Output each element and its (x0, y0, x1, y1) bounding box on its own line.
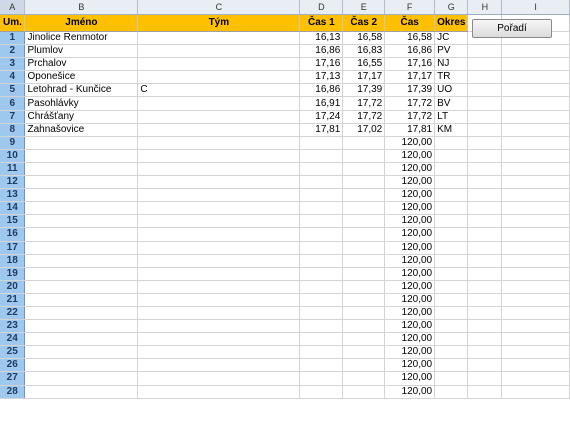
cell-cas[interactable]: 120,00 (385, 254, 435, 267)
table-row (0, 293, 570, 306)
cell-tym[interactable] (138, 215, 300, 228)
cell-i[interactable] (502, 162, 570, 175)
table-row (0, 280, 570, 293)
header-cas2[interactable]: Čas 2 (343, 15, 385, 32)
cell-jmeno[interactable]: Letohrad - Kunčice (25, 84, 138, 97)
cell-cas2[interactable] (343, 359, 385, 372)
cell-cas1[interactable] (300, 149, 343, 162)
cell-h[interactable] (468, 280, 502, 293)
column-header-e[interactable]: E (343, 0, 385, 15)
cell-cas2[interactable] (343, 306, 385, 319)
cell-jmeno[interactable] (25, 333, 138, 346)
cell-jmeno[interactable] (25, 202, 138, 215)
cell-cas2[interactable]: 17,39 (343, 84, 385, 97)
cell-i[interactable] (502, 228, 570, 241)
table-row (0, 359, 570, 372)
cell-tym[interactable] (138, 71, 300, 84)
cell-jmeno[interactable]: Jinolice Renmotor (25, 32, 138, 45)
cell-i[interactable] (502, 346, 570, 359)
cell-cas2[interactable]: 16,83 (343, 45, 385, 58)
cell-h[interactable] (468, 189, 502, 202)
cell-cas1[interactable]: 17,81 (300, 123, 343, 136)
cell-jmeno[interactable] (25, 162, 138, 175)
cell-jmeno[interactable] (25, 149, 138, 162)
cell-tym[interactable] (138, 149, 300, 162)
cell-cas[interactable]: 120,00 (385, 176, 435, 189)
row-number[interactable]: 7 (0, 110, 25, 123)
table-row (0, 97, 570, 110)
cell-cas2[interactable] (343, 228, 385, 241)
cell-i[interactable] (502, 202, 570, 215)
cell-cas[interactable]: 17,17 (385, 71, 435, 84)
cell-jmeno[interactable]: Prchalov (25, 58, 138, 71)
header-cas1[interactable]: Čas 1 (300, 15, 343, 32)
cell-okres[interactable] (435, 162, 468, 175)
cell-h[interactable] (468, 176, 502, 189)
header-tym[interactable]: Tým (138, 15, 300, 32)
cell-cas1[interactable]: 16,13 (300, 32, 343, 45)
cell-cas2[interactable]: 17,72 (343, 97, 385, 110)
cell-cas[interactable]: 16,58 (385, 32, 435, 45)
cell-okres[interactable] (435, 189, 468, 202)
row-number[interactable]: 2 (0, 45, 25, 58)
cell-jmeno[interactable] (25, 385, 138, 398)
cell-cas1[interactable] (300, 372, 343, 385)
cell-cas2[interactable] (343, 162, 385, 175)
cell-h[interactable] (468, 385, 502, 398)
table-row (0, 149, 570, 162)
cell-okres[interactable]: LT (435, 110, 468, 123)
cell-cas1[interactable] (300, 320, 343, 333)
cell-okres[interactable] (435, 320, 468, 333)
cell-h[interactable] (468, 110, 502, 123)
cell-okres[interactable] (435, 346, 468, 359)
cell-i[interactable] (502, 189, 570, 202)
cell-jmeno[interactable] (25, 241, 138, 254)
table-row (0, 254, 570, 267)
cell-i[interactable] (502, 372, 570, 385)
cell-cas[interactable]: 120,00 (385, 202, 435, 215)
row-number[interactable]: 11 (0, 162, 25, 175)
cell-jmeno[interactable] (25, 228, 138, 241)
row-number[interactable]: 22 (0, 306, 25, 319)
cell-h[interactable] (468, 254, 502, 267)
cell-h[interactable] (468, 202, 502, 215)
cell-tym[interactable] (138, 372, 300, 385)
cell-cas1[interactable] (300, 346, 343, 359)
cell-cas[interactable]: 120,00 (385, 385, 435, 398)
table-row (0, 202, 570, 215)
cell-jmeno[interactable]: Pasohlávky (25, 97, 138, 110)
cell-tym[interactable] (138, 385, 300, 398)
cell-i[interactable] (502, 45, 570, 58)
cell-h[interactable] (468, 241, 502, 254)
cell-tym[interactable] (138, 333, 300, 346)
table-row (0, 346, 570, 359)
row-number[interactable]: 10 (0, 149, 25, 162)
cell-tym[interactable] (138, 280, 300, 293)
cell-cas1[interactable] (300, 162, 343, 175)
row-number[interactable]: 3 (0, 58, 25, 71)
row-number[interactable]: 26 (0, 359, 25, 372)
cell-i[interactable] (502, 123, 570, 136)
table-row (0, 58, 570, 71)
cell-tym[interactable] (138, 58, 300, 71)
table-row (0, 385, 570, 398)
row-number[interactable]: 4 (0, 71, 25, 84)
cell-okres[interactable] (435, 215, 468, 228)
row-number[interactable]: 15 (0, 215, 25, 228)
cell-cas1[interactable]: 16,91 (300, 97, 343, 110)
cell-cas1[interactable] (300, 293, 343, 306)
cell-i[interactable] (502, 254, 570, 267)
cell-cas[interactable]: 120,00 (385, 346, 435, 359)
cell-cas2[interactable] (343, 372, 385, 385)
cell-tym[interactable] (138, 176, 300, 189)
table-row (0, 162, 570, 175)
row-number[interactable]: 5 (0, 84, 25, 97)
cell-tym[interactable] (138, 162, 300, 175)
cell-i[interactable] (502, 280, 570, 293)
cell-i[interactable] (502, 110, 570, 123)
cell-h[interactable] (468, 84, 502, 97)
cell-tym[interactable] (138, 254, 300, 267)
row-number[interactable]: 28 (0, 385, 25, 398)
cell-okres[interactable] (435, 372, 468, 385)
cell-okres[interactable] (435, 149, 468, 162)
cell-jmeno[interactable] (25, 176, 138, 189)
cell-jmeno[interactable] (25, 189, 138, 202)
row-number[interactable]: 24 (0, 333, 25, 346)
cell-jmeno[interactable] (25, 215, 138, 228)
column-header-i[interactable]: I (502, 0, 570, 15)
cell-cas2[interactable] (343, 189, 385, 202)
cell-cas[interactable]: 17,72 (385, 110, 435, 123)
cell-tym[interactable] (138, 189, 300, 202)
cell-cas2[interactable] (343, 202, 385, 215)
cell-h[interactable] (468, 228, 502, 241)
cell-jmeno[interactable]: Chrášťany (25, 110, 138, 123)
row-number[interactable]: 8 (0, 123, 25, 136)
cell-okres[interactable] (435, 202, 468, 215)
cell-cas[interactable]: 120,00 (385, 372, 435, 385)
cell-okres[interactable] (435, 228, 468, 241)
row-number[interactable]: 9 (0, 136, 25, 149)
cell-cas[interactable]: 120,00 (385, 189, 435, 202)
cell-cas2[interactable] (343, 136, 385, 149)
cell-i[interactable] (502, 359, 570, 372)
cell-okres[interactable]: NJ (435, 58, 468, 71)
row-number[interactable]: 23 (0, 320, 25, 333)
cell-cas[interactable]: 17,39 (385, 84, 435, 97)
cell-cas[interactable]: 120,00 (385, 228, 435, 241)
cell-h[interactable] (468, 71, 502, 84)
cell-i[interactable] (502, 58, 570, 71)
cell-tym[interactable] (138, 136, 300, 149)
row-number[interactable]: 14 (0, 202, 25, 215)
table-row (0, 176, 570, 189)
cell-h[interactable] (468, 149, 502, 162)
table-row (0, 45, 570, 58)
cell-cas[interactable]: 17,81 (385, 123, 435, 136)
cell-jmeno[interactable] (25, 267, 138, 280)
cell-h[interactable] (468, 123, 502, 136)
cell-cas[interactable]: 120,00 (385, 241, 435, 254)
cell-cas1[interactable] (300, 189, 343, 202)
cell-jmeno[interactable] (25, 254, 138, 267)
cell-cas2[interactable] (343, 149, 385, 162)
cell-cas1[interactable] (300, 267, 343, 280)
cell-i[interactable] (502, 215, 570, 228)
row-number[interactable]: 21 (0, 293, 25, 306)
cell-cas[interactable]: 17,16 (385, 58, 435, 71)
cell-okres[interactable]: BV (435, 97, 468, 110)
cell-h[interactable] (468, 372, 502, 385)
cell-okres[interactable] (435, 254, 468, 267)
row-number[interactable]: 20 (0, 280, 25, 293)
cell-cas1[interactable] (300, 228, 343, 241)
cell-jmeno[interactable] (25, 346, 138, 359)
cell-cas1[interactable] (300, 241, 343, 254)
table-row (0, 228, 570, 241)
cell-cas2[interactable] (343, 280, 385, 293)
cell-h[interactable] (468, 58, 502, 71)
cell-okres[interactable] (435, 333, 468, 346)
table-row (0, 372, 570, 385)
cell-okres[interactable] (435, 359, 468, 372)
cell-tym[interactable]: C (138, 84, 300, 97)
table-row (0, 136, 570, 149)
row-number[interactable]: 16 (0, 228, 25, 241)
cell-i[interactable] (502, 84, 570, 97)
cell-okres[interactable]: TR (435, 71, 468, 84)
cell-cas2[interactable] (343, 346, 385, 359)
header-okres[interactable]: Okres (435, 15, 468, 32)
cell-okres[interactable]: UO (435, 84, 468, 97)
cell-i[interactable] (502, 333, 570, 346)
cell-cas[interactable]: 120,00 (385, 359, 435, 372)
cell-cas2[interactable] (343, 293, 385, 306)
cell-okres[interactable] (435, 136, 468, 149)
cell-h[interactable] (468, 293, 502, 306)
cell-h[interactable] (468, 162, 502, 175)
cell-i[interactable] (502, 293, 570, 306)
cell-cas[interactable]: 120,00 (385, 136, 435, 149)
cell-tym[interactable] (138, 228, 300, 241)
cell-i[interactable] (502, 385, 570, 398)
cell-cas[interactable]: 120,00 (385, 280, 435, 293)
cell-cas1[interactable] (300, 359, 343, 372)
cell-tym[interactable] (138, 97, 300, 110)
cell-tym[interactable] (138, 45, 300, 58)
cell-cas2[interactable]: 16,55 (343, 58, 385, 71)
cell-cas[interactable]: 120,00 (385, 267, 435, 280)
row-number[interactable]: 6 (0, 97, 25, 110)
cell-tym[interactable] (138, 293, 300, 306)
table-row (0, 215, 570, 228)
column-header-g[interactable]: G (435, 0, 468, 15)
cell-cas2[interactable]: 17,17 (343, 71, 385, 84)
column-header-a[interactable]: A (0, 0, 25, 15)
cell-jmeno[interactable]: Plumlov (25, 45, 138, 58)
cell-okres[interactable] (435, 241, 468, 254)
cell-h[interactable] (468, 333, 502, 346)
cell-okres[interactable]: PV (435, 45, 468, 58)
table-row (0, 110, 570, 123)
cell-cas1[interactable]: 17,13 (300, 71, 343, 84)
row-number[interactable]: 13 (0, 189, 25, 202)
cell-cas1[interactable] (300, 254, 343, 267)
table-row (0, 189, 570, 202)
cell-cas1[interactable] (300, 333, 343, 346)
cell-tym[interactable] (138, 306, 300, 319)
cell-jmeno[interactable]: Oponešice (25, 71, 138, 84)
cell-cas[interactable]: 120,00 (385, 162, 435, 175)
row-number[interactable]: 18 (0, 254, 25, 267)
cell-cas2[interactable] (343, 333, 385, 346)
cell-cas1[interactable] (300, 176, 343, 189)
cell-cas2[interactable]: 17,72 (343, 110, 385, 123)
cell-tym[interactable] (138, 123, 300, 136)
cell-okres[interactable] (435, 306, 468, 319)
cell-cas2[interactable]: 16,58 (343, 32, 385, 45)
table-row (0, 320, 570, 333)
cell-jmeno[interactable] (25, 136, 138, 149)
row-number[interactable]: 19 (0, 267, 25, 280)
cell-tym[interactable] (138, 267, 300, 280)
table-row (0, 267, 570, 280)
cell-i[interactable] (502, 71, 570, 84)
cell-cas[interactable]: 120,00 (385, 333, 435, 346)
table-row (0, 241, 570, 254)
cell-cas2[interactable] (343, 385, 385, 398)
cell-tym[interactable] (138, 359, 300, 372)
cell-okres[interactable]: JC (435, 32, 468, 45)
cell-tym[interactable] (138, 202, 300, 215)
cell-jmeno[interactable] (25, 293, 138, 306)
cell-cas2[interactable] (343, 267, 385, 280)
cell-cas[interactable]: 120,00 (385, 320, 435, 333)
poradi-button[interactable]: Pořadí (472, 19, 552, 38)
cell-cas1[interactable] (300, 202, 343, 215)
cell-tym[interactable] (138, 320, 300, 333)
row-number[interactable]: 27 (0, 372, 25, 385)
cell-okres[interactable] (435, 385, 468, 398)
cell-h[interactable] (468, 215, 502, 228)
cell-jmeno[interactable] (25, 359, 138, 372)
cell-cas1[interactable] (300, 215, 343, 228)
cell-h[interactable] (468, 346, 502, 359)
cell-i[interactable] (502, 136, 570, 149)
row-number[interactable]: 12 (0, 176, 25, 189)
cell-cas1[interactable]: 17,24 (300, 110, 343, 123)
row-number[interactable]: 17 (0, 241, 25, 254)
cell-okres[interactable]: KM (435, 123, 468, 136)
cell-jmeno[interactable] (25, 320, 138, 333)
cell-cas2[interactable]: 17,02 (343, 123, 385, 136)
cell-i[interactable] (502, 149, 570, 162)
cell-cas[interactable]: 120,00 (385, 149, 435, 162)
cell-okres[interactable] (435, 267, 468, 280)
cell-cas1[interactable]: 16,86 (300, 84, 343, 97)
cell-h[interactable] (468, 136, 502, 149)
cell-okres[interactable] (435, 293, 468, 306)
cell-jmeno[interactable] (25, 280, 138, 293)
cell-h[interactable] (468, 97, 502, 110)
cell-cas1[interactable] (300, 385, 343, 398)
cell-cas[interactable]: 17,72 (385, 97, 435, 110)
cell-tym[interactable] (138, 110, 300, 123)
cell-okres[interactable] (435, 280, 468, 293)
cell-jmeno[interactable]: Zahnašovice (25, 123, 138, 136)
table-row (0, 84, 570, 97)
cell-okres[interactable] (435, 176, 468, 189)
row-number[interactable]: 1 (0, 32, 25, 45)
cell-i[interactable] (502, 320, 570, 333)
cell-h[interactable] (468, 267, 502, 280)
cell-cas1[interactable] (300, 280, 343, 293)
cell-cas2[interactable] (343, 215, 385, 228)
cell-jmeno[interactable] (25, 306, 138, 319)
cell-cas1[interactable] (300, 136, 343, 149)
cell-jmeno[interactable] (25, 372, 138, 385)
column-header-h[interactable]: H (468, 0, 502, 15)
cell-cas1[interactable] (300, 306, 343, 319)
column-header-row (0, 0, 570, 15)
cell-h[interactable] (468, 45, 502, 58)
row-number[interactable]: 25 (0, 346, 25, 359)
cell-cas[interactable]: 120,00 (385, 215, 435, 228)
cell-cas1[interactable]: 16,86 (300, 45, 343, 58)
cell-i[interactable] (502, 306, 570, 319)
column-header-c[interactable]: C (138, 0, 300, 15)
cell-h[interactable] (468, 359, 502, 372)
header-cas[interactable]: Čas (385, 15, 435, 32)
cell-cas[interactable]: 16,86 (385, 45, 435, 58)
cell-i[interactable] (502, 241, 570, 254)
header-jmeno[interactable]: Jméno (25, 15, 138, 32)
column-header-b[interactable]: B (25, 0, 138, 15)
cell-i[interactable] (502, 267, 570, 280)
table-row (0, 333, 570, 346)
cell-tym[interactable] (138, 346, 300, 359)
cell-i[interactable] (502, 97, 570, 110)
header-um[interactable]: Um. (0, 15, 25, 32)
cell-h[interactable] (468, 320, 502, 333)
cell-cas2[interactable] (343, 320, 385, 333)
cell-h[interactable] (468, 306, 502, 319)
cell-tym[interactable] (138, 241, 300, 254)
cell-i[interactable] (502, 176, 570, 189)
cell-cas[interactable]: 120,00 (385, 306, 435, 319)
column-header-f[interactable]: F (385, 0, 435, 15)
cell-cas2[interactable] (343, 176, 385, 189)
table-row (0, 123, 570, 136)
table-row (0, 71, 570, 84)
table-row (0, 306, 570, 319)
cell-cas2[interactable] (343, 254, 385, 267)
column-header-d[interactable]: D (300, 0, 343, 15)
cell-cas2[interactable] (343, 241, 385, 254)
cell-cas[interactable]: 120,00 (385, 293, 435, 306)
cell-tym[interactable] (138, 32, 300, 45)
cell-cas1[interactable]: 17,16 (300, 58, 343, 71)
